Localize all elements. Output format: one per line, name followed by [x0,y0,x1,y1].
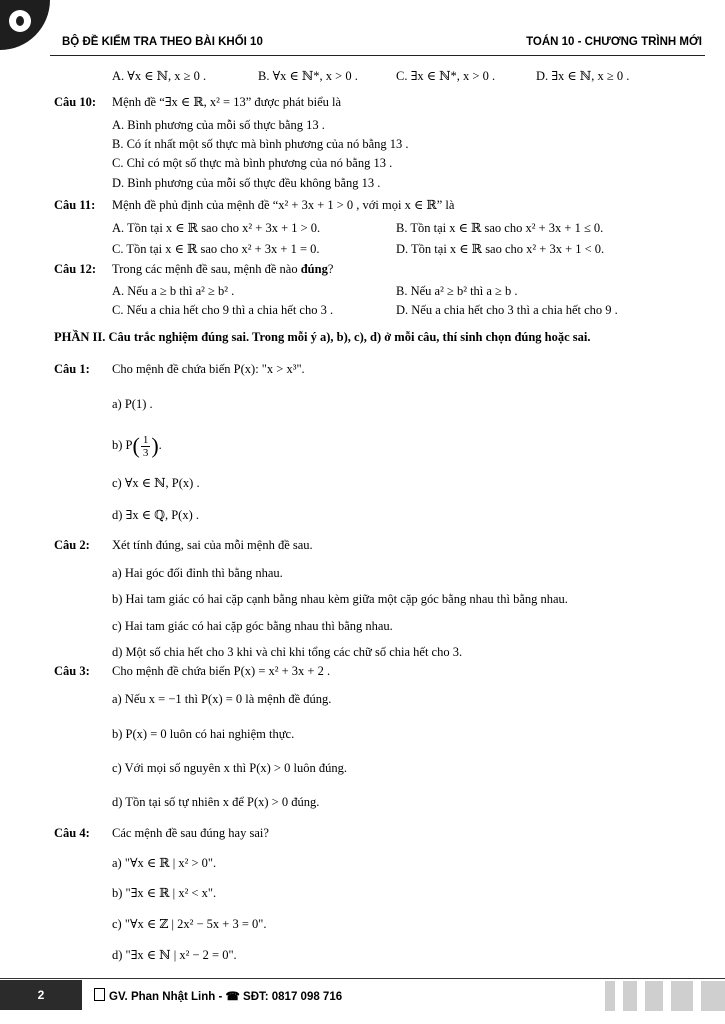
q12-label: Câu 12: [54,262,97,276]
q11-option-c: C. Tồn tại x ∈ ℝ sao cho x² + 3x + 1 = 0. [112,242,320,256]
p2q3-item-b: b) P(x) = 0 luôn có hai nghiệm thực. [112,727,295,741]
p2q3-item-a: a) Nếu x = −1 thì P(x) = 0 là mệnh đề đúng. [112,692,332,706]
fraction: $\frac{1}{3}$ [142,433,149,459]
p2q2-item-a: a) Hai góc đối đỉnh thì bằng nhau. [112,566,283,580]
footer-author: GV. Phan Nhật Linh - ☎ SĐT: 0817 098 716 [94,988,342,1003]
footer-divider [0,978,725,979]
q9-option-c: C. ∃x ∈ ℕ*, x > 0 . [396,69,496,83]
p2q1-item-a: a) P(1) . [112,397,153,411]
q11-option-d: D. Tồn tại x ∈ ℝ sao cho x² + 3x + 1 < 0. [396,242,605,256]
q10-option-d: D. Bình phương của mỗi số thực đều không bằng 13 . [112,176,381,190]
p2q1-item-c: c) ∀x ∈ ℕ, P(x) . [112,476,200,490]
header-title: BỘ ĐỀ KIỂM TRA THEO BÀI KHỐI 10 [62,36,263,48]
page-number: 2 [0,980,82,1010]
p2q2-label: Câu 2: [54,538,90,552]
q11-label: Câu 11: [54,198,96,212]
header-divider [50,55,705,56]
p2q1-item-d: d) ∃x ∈ ℚ, P(x) . [112,508,199,522]
q12-option-d: D. Nếu a chia hết cho 3 thì a chia hết cho 9 . [396,303,618,317]
p2q4-item-c: c) "∀x ∈ ℤ | 2x² − 5x + 3 = 0". [112,917,267,931]
q12-text: Trong các mệnh đề sau, mệnh đề nào đúng? [112,262,334,276]
p2q2-item-c: c) Hai tam giác có hai cặp góc bằng nhau thì bằng nhau. [112,619,393,633]
p2q4-item-d: d) "∃x ∈ ℕ | x² − 2 = 0". [112,948,237,962]
q9-option-d: D. ∃x ∈ ℕ, x ≥ 0 . [536,69,630,83]
leaf-logo-icon [9,10,31,32]
p2q2-item-d: d) Một số chia hết cho 3 khi và chỉ khi tổng các chữ số chia hết cho 3. [112,645,463,659]
q10-option-b: B. Có ít nhất một số thực mà bình phương của nó bằng 13 . [112,137,409,151]
p2q1-item-b: b) P( $\frac{1}{3}$ ). [112,433,162,459]
q10-option-c: C. Chỉ có một số thực mà bình phương của nó bằng 13 . [112,156,393,170]
q10-text: Mệnh đề “∃x ∈ ℝ, x² = 13” được phát biểu là [112,95,342,109]
p2q3-item-d: d) Tồn tại số tự nhiên x để P(x) > 0 đúng. [112,795,320,809]
p2q3-label: Câu 3: [54,664,90,678]
header-subject: TOÁN 10 - CHƯƠNG TRÌNH MỚI [526,36,702,48]
q9-option-b: B. ∀x ∈ ℕ*, x > 0 . [258,69,358,83]
footer-stripes [605,981,725,1011]
p2q2-text: Xét tính đúng, sai của mỗi mệnh đề sau. [112,538,313,552]
part2-heading: PHẦN II. Câu trắc nghiệm đúng sai. Trong mỗi ý a), b), c), d) ở mỗi câu, thí sinh chọn đúng hoặc sai. [54,330,591,344]
p2q4-item-b: b) "∃x ∈ ℝ | x² < x". [112,886,217,900]
p2q4-item-a: a) "∀x ∈ ℝ | x² > 0". [112,856,217,870]
header-logo [0,0,50,50]
q12-option-b: B. Nếu a² ≥ b² thì a ≥ b . [396,284,518,298]
q10-option-a: A. Bình phương của mỗi số thực bằng 13 . [112,118,325,132]
q12-option-c: C. Nếu a chia hết cho 9 thì a chia hết cho 3 . [112,303,334,317]
p2q3-item-c: c) Với mọi số nguyên x thì P(x) > 0 luôn đúng. [112,761,347,775]
q9-option-a: A. ∀x ∈ ℕ, x ≥ 0 . [112,69,207,83]
p2q3-text: Cho mệnh đề chứa biến P(x) = x² + 3x + 2 . [112,664,331,678]
p2q2-item-b: b) Hai tam giác có hai cặp cạnh bằng nhau kèm giữa một cặp góc bằng nhau thì bằng nhau. [112,592,568,606]
q11-option-a: A. Tồn tại x ∈ ℝ sao cho x² + 3x + 1 > 0. [112,221,321,235]
p2q1-label: Câu 1: [54,362,90,376]
q11-option-b: B. Tồn tại x ∈ ℝ sao cho x² + 3x + 1 ≤ 0. [396,221,604,235]
document-icon [94,988,105,1001]
p2q1-text: Cho mệnh đề chứa biến P(x): "x > x³". [112,362,305,376]
p2q4-label: Câu 4: [54,826,90,840]
q12-option-a: A. Nếu a ≥ b thì a² ≥ b² . [112,284,235,298]
q10-label: Câu 10: [54,95,97,109]
p2q4-text: Các mệnh đề sau đúng hay sai? [112,826,269,840]
q11-text: Mệnh đề phủ định của mệnh đề “x² + 3x + 1 > 0 , với mọi x ∈ ℝ” là [112,198,455,212]
